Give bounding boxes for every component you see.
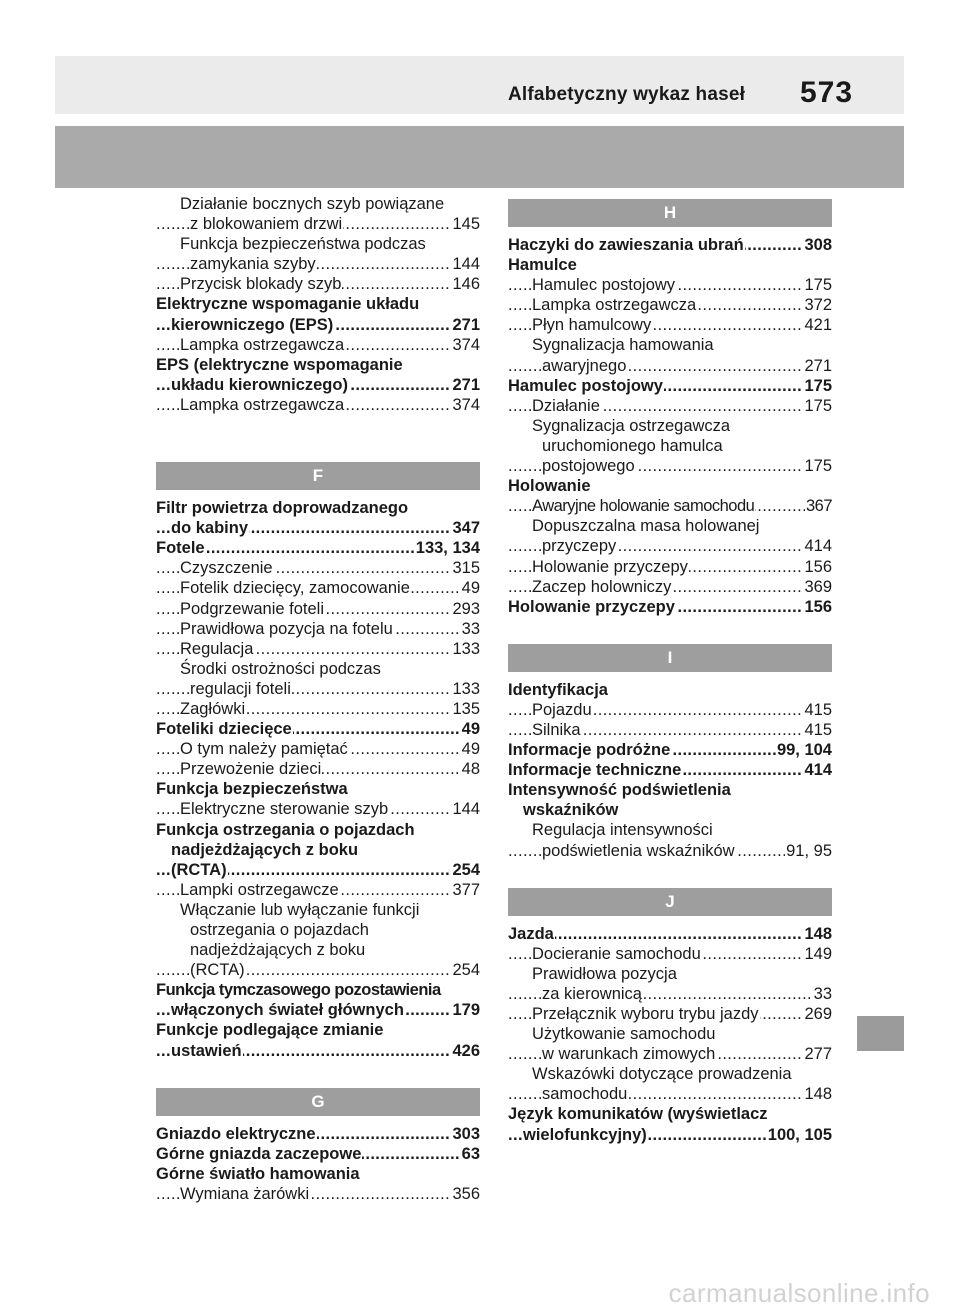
page-reference: 144 [452, 255, 480, 274]
entry-label: zamykania szyby [190, 255, 316, 274]
spacer [156, 1116, 480, 1124]
entry-label: Dopuszczalna masa holowanej [532, 517, 760, 536]
entry-label: Przycisk blokady szyb [180, 275, 342, 294]
index-subentry [508, 1064, 832, 1084]
index-subentry [156, 639, 480, 659]
page-reference: 133, 134 [415, 539, 480, 558]
page-reference: 377 [452, 880, 480, 899]
entry-label: Docieranie samochodu [532, 944, 701, 963]
index-subentry [508, 536, 832, 556]
page-reference: 421 [804, 316, 832, 335]
page-reference: 48 [461, 760, 480, 779]
entry-label: do kabiny [171, 519, 249, 538]
entry-label: Haczyki do zawieszania ubrań [508, 236, 744, 254]
entry-label: podświetlenia wskaźników [542, 841, 735, 860]
page-reference: 415 [804, 720, 832, 739]
page-reference: 146 [452, 275, 480, 294]
index-subentry [156, 1000, 480, 1020]
page-reference: 347 [452, 519, 480, 538]
index-subentry [156, 940, 480, 960]
page-number: 573 [800, 76, 854, 109]
index-entry [508, 740, 832, 760]
index-subentry [156, 214, 480, 234]
index-entry [156, 719, 480, 739]
entry-label: Holowanie przyczepy [508, 597, 675, 616]
entry-label: Hamulec postojowy [532, 276, 676, 295]
page-reference: 175 [804, 457, 832, 476]
page-reference: 315 [452, 559, 480, 578]
index-entry [156, 1164, 480, 1184]
page-reference: 148 [804, 924, 832, 943]
index-subentry [156, 1184, 480, 1204]
entry-label: Lampka ostrzegawcza [180, 335, 345, 354]
entry-label: Zagłówki [180, 699, 246, 718]
entry-label: Wskazówki dotyczące prowadzenia [532, 1065, 792, 1084]
entry-label: Funkcja tymczasowego pozostawienia [156, 981, 441, 1000]
index-subentry [508, 1024, 832, 1044]
entry-label: uruchomionego hamulca [542, 436, 723, 455]
entry-label: Intensywność podświetlenia [508, 781, 731, 800]
page-reference: 367 [805, 497, 832, 516]
index-entry [508, 680, 832, 700]
page-reference: 179 [452, 1001, 480, 1020]
entry-label: ostrzegania o pojazdach [190, 921, 369, 939]
index-entry [508, 476, 832, 496]
index-subentry [508, 841, 832, 861]
spacer [508, 916, 832, 924]
entry-label: Środki ostrożności podczas [180, 659, 381, 678]
section-header-h: H [508, 199, 832, 227]
page-reference: 175 [804, 276, 832, 295]
entry-label: wskaźników [523, 801, 619, 820]
page-reference: 135 [452, 699, 480, 718]
index-subentry [156, 619, 480, 639]
index-subentry [508, 800, 832, 820]
entry-label: Działanie bocznych szyb powiązane [180, 195, 445, 213]
entry-label: Włączanie lub wyłączanie funkcji [180, 900, 420, 919]
index-subentry [508, 295, 832, 315]
entry-label: postojowego [542, 457, 635, 476]
index-subentry [156, 900, 480, 920]
page-reference: 148 [804, 1085, 832, 1104]
page-reference: 100, 105 [767, 1125, 832, 1144]
index-subentry [156, 274, 480, 294]
entry-label: włączonych świateł głównych [171, 1001, 404, 1020]
page-reference: 49 [461, 579, 480, 598]
entry-label: Wymiana żarówki [180, 1184, 310, 1203]
entry-label: Silnika [532, 720, 581, 739]
index-subentry [508, 496, 832, 516]
index-subentry [156, 880, 480, 900]
index-subentry [156, 840, 480, 860]
index-entry [156, 498, 480, 518]
section-header-f: F [156, 462, 480, 490]
index-entry [508, 376, 832, 396]
index-subentry [508, 720, 832, 740]
entry-label: nadjeżdżających z boku [190, 941, 366, 960]
entry-label: Zaczep holowniczy [532, 577, 672, 596]
entry-label: Lampka ostrzegawcza [532, 296, 697, 315]
entry-label: Sygnalizacja ostrzegawcza [532, 416, 731, 435]
index-subentry [156, 699, 480, 719]
index-subentry [156, 739, 480, 759]
index-subentry [508, 315, 832, 335]
page-reference: 372 [804, 296, 832, 315]
entry-label: awaryjnego [542, 356, 627, 375]
page-reference: 277 [804, 1045, 832, 1064]
entry-label: Regulacja intensywności [532, 821, 713, 840]
page-reference: 415 [804, 700, 832, 719]
section-header-i: I [508, 644, 832, 672]
index-subentry [508, 516, 832, 536]
page-reference: 303 [452, 1124, 480, 1143]
page-reference: 175 [804, 396, 832, 415]
entry-label: Regulacja [180, 639, 254, 658]
entry-label: Użytkowanie samochodu [532, 1025, 716, 1044]
index-subentry [156, 679, 480, 699]
entry-label: Prawidłowa pozycja na fotelu [180, 619, 393, 638]
index-subentry [508, 396, 832, 416]
index-entry [156, 294, 480, 314]
entry-label: regulacji foteli [190, 679, 291, 698]
index-subentry [508, 577, 832, 597]
section-header-g: G [156, 1088, 480, 1116]
index-subentry [508, 557, 832, 577]
entry-label: Elektryczne sterowanie szyb [180, 800, 389, 819]
page-reference: 414 [804, 537, 832, 556]
entry-label: Górne światło hamowania [156, 1164, 360, 1183]
entry-label: samochodu [542, 1085, 628, 1104]
entry-label: Sygnalizacja hamowania [532, 336, 714, 355]
spacer [508, 861, 832, 888]
index-subentry [508, 1004, 832, 1024]
entry-label: Funkcja bezpieczeństwa [156, 780, 348, 799]
entry-label: Fotelik dziecięcy, zamocowanie [180, 579, 410, 598]
index-subentry [156, 659, 480, 679]
index-entry [156, 355, 480, 375]
entry-label: Jazda [508, 924, 554, 943]
entry-label: Holowanie przyczepy [532, 557, 688, 576]
entry-label: Lampki ostrzegawcze [180, 880, 339, 899]
index-subentry [156, 375, 480, 395]
index-subentry [508, 964, 832, 984]
index-subentry [508, 984, 832, 1004]
index-entry [508, 760, 832, 780]
entry-label: Hamulce [508, 256, 577, 275]
index-subentry [508, 1125, 832, 1145]
index-subentry [156, 315, 480, 335]
spacer [156, 490, 480, 498]
index-subentry [156, 920, 480, 940]
spacer [508, 672, 832, 680]
page-reference: 33 [813, 984, 832, 1003]
page-reference: 414 [804, 761, 832, 780]
index-subentry [508, 416, 832, 436]
entry-label: Identyfikacja [508, 680, 608, 699]
entry-label: Czyszczenie [180, 559, 273, 578]
entry-label: Działanie [532, 396, 600, 415]
index-subentry [508, 335, 832, 355]
page-reference: 33 [461, 619, 480, 638]
page-reference: 144 [452, 800, 480, 819]
index-subentry [156, 960, 480, 980]
index-subentry [508, 356, 832, 376]
page-reference: 308 [804, 236, 832, 254]
entry-label: O tym należy pamiętać [180, 740, 348, 759]
entry-label: Elektryczne wspomaganie układu [156, 295, 420, 314]
entry-label: Lampka ostrzegawcza [180, 395, 345, 414]
page-reference: 369 [804, 577, 832, 596]
index-subentry [156, 335, 480, 355]
entry-label: wielofunkcyjny) [523, 1125, 647, 1144]
entry-label: Przełącznik wyboru trybu jazdy [532, 1005, 759, 1023]
spacer [156, 1061, 480, 1088]
entry-label: Informacje techniczne [508, 761, 682, 780]
page-reference: 133 [452, 679, 480, 698]
index-entry [156, 1020, 480, 1040]
entry-label: Holowanie [508, 477, 591, 496]
entry-label: Foteliki dziecięce [156, 720, 292, 739]
page-reference: 156 [804, 597, 832, 616]
entry-label: Filtr powietrza doprowadzanego [156, 499, 409, 518]
entry-label: Funkcja bezpieczeństwa podczas [180, 235, 426, 254]
page-reference: 271 [452, 315, 480, 334]
index-subentry [156, 860, 480, 880]
page-reference: 254 [452, 860, 480, 879]
entry-label: EPS (elektryczne wspomaganie [156, 355, 403, 374]
entry-label: Płyn hamulcowy [532, 316, 652, 335]
index-entry [508, 235, 832, 255]
page-reference: 175 [804, 376, 832, 395]
entry-label: Przewożenie dzieci [180, 760, 322, 779]
index-entry [508, 780, 832, 800]
page-reference: 63 [461, 1144, 480, 1163]
index-subentry [508, 1044, 832, 1064]
entry-label: za kierownicą [542, 984, 642, 1003]
page-reference: 99, 104 [776, 741, 832, 760]
page-reference: 91, 95 [786, 841, 832, 860]
index-subentry [156, 1041, 480, 1061]
header-title: Alfabetyczny wykaz haseł [508, 84, 746, 105]
spacer [508, 617, 832, 644]
page-reference: 374 [452, 335, 480, 354]
entry-label: w warunkach zimowych [542, 1045, 716, 1064]
watermark: carmanualsonline.info [668, 1278, 930, 1308]
index-subentry [156, 234, 480, 254]
index-entry [156, 779, 480, 799]
page-reference: 254 [452, 961, 480, 980]
index-subentry [156, 194, 480, 214]
index-subentry [508, 820, 832, 840]
page-reference: 149 [804, 944, 832, 963]
page-reference: 356 [452, 1184, 480, 1203]
entry-label: Awaryjne holowanie samochodu [532, 497, 755, 516]
index-subentry [156, 395, 480, 415]
index-subentry [156, 578, 480, 598]
entry-label: z blokowaniem drzwi [190, 215, 343, 234]
entry-label: kierowniczego (EPS) [171, 315, 334, 334]
index-subentry [156, 599, 480, 619]
spacer [156, 415, 480, 462]
page-reference: 145 [452, 215, 480, 234]
page-reference: 156 [804, 557, 832, 576]
index-entry [156, 538, 480, 558]
header-band [55, 56, 904, 114]
page-reference: 49 [461, 720, 480, 739]
dot-leader [508, 924, 832, 944]
index-subentry [508, 944, 832, 964]
section-header-j: J [508, 888, 832, 916]
index-subentry [508, 275, 832, 295]
page-reference: 269 [804, 1005, 832, 1023]
page-reference: 426 [452, 1041, 480, 1060]
index-entry [156, 820, 480, 840]
chapter-side-tab [857, 1016, 904, 1051]
index-subentry [156, 558, 480, 578]
entry-label: Funkcje podlegające zmianie [156, 1021, 384, 1040]
entry-label: Hamulec postojowy [508, 376, 663, 395]
index-subentry [508, 700, 832, 720]
entry-label: Język komunikatów (wyświetlacz [508, 1105, 768, 1124]
entry-label: Górne gniazda zaczepowe [156, 1144, 362, 1163]
entry-label: Pojazdu [532, 700, 592, 719]
entry-label: Informacje podróżne [508, 741, 671, 760]
index-entry [508, 924, 832, 944]
entry-label: (RCTA) [190, 961, 245, 980]
index-subentry [156, 759, 480, 779]
index-entry [508, 255, 832, 275]
index-subentry [156, 799, 480, 819]
index-column-left [156, 194, 480, 1204]
entry-label: (RCTA) [171, 860, 227, 879]
entry-label: Podgrzewanie foteli [180, 599, 325, 618]
index-entry [156, 1144, 480, 1164]
entry-label: ustawień [171, 1041, 242, 1060]
entry-label: Fotele [156, 539, 205, 558]
page-reference: 374 [452, 395, 480, 414]
entry-label: nadjeżdżających z boku [171, 840, 359, 859]
entry-label: Gniazdo elektryczne [156, 1124, 316, 1143]
index-entry [508, 1104, 832, 1124]
page-reference: 49 [461, 740, 480, 759]
spacer [508, 227, 832, 235]
page-reference: 271 [804, 356, 832, 375]
entry-label: Prawidłowa pozycja [532, 964, 677, 983]
decorative-gray-band [55, 126, 904, 188]
index-subentry [156, 254, 480, 274]
page-reference: 271 [452, 375, 480, 394]
index-entry [156, 1124, 480, 1144]
index-subentry [508, 436, 832, 456]
index-subentry [156, 518, 480, 538]
index-subentry [508, 456, 832, 476]
index-column-right [508, 194, 832, 1145]
page-reference: 133 [452, 639, 480, 658]
index-entry [508, 597, 832, 617]
entry-label: przyczepy [542, 537, 617, 556]
page-reference: 293 [452, 599, 480, 618]
index-subentry [508, 1084, 832, 1104]
entry-label: układu kierowniczego) [171, 375, 348, 394]
entry-label: Funkcja ostrzegania o pojazdach [156, 820, 415, 839]
index-entry [156, 980, 480, 1000]
